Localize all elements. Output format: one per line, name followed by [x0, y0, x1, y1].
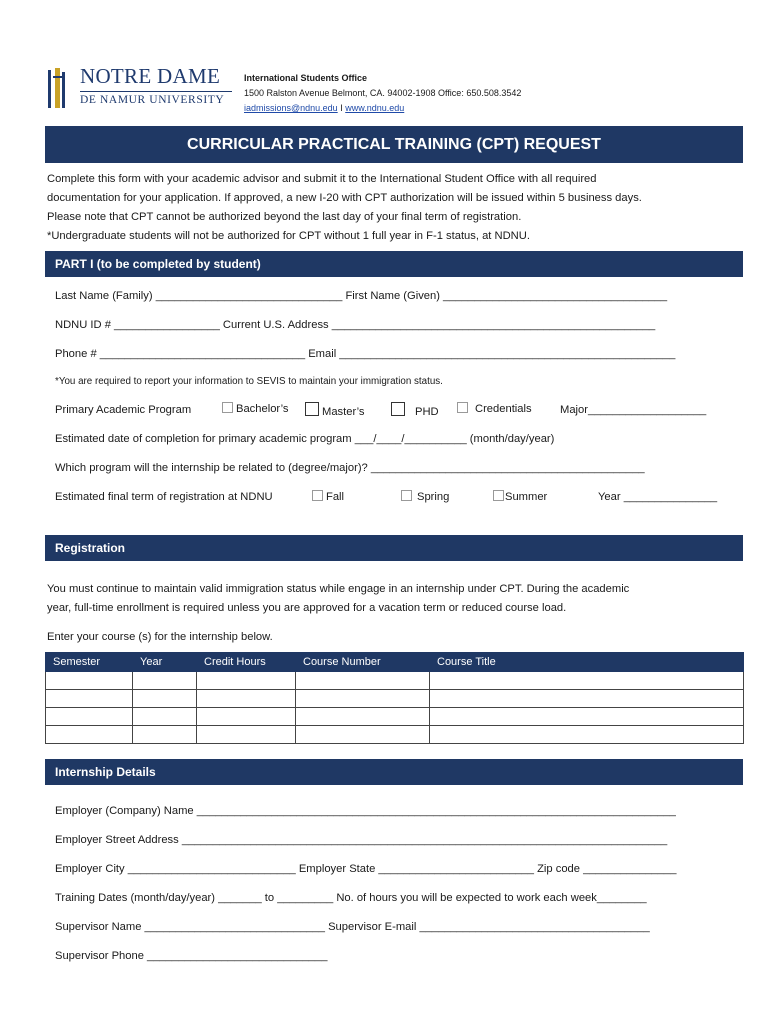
- intro-line: *Undergraduate students will not be authorized for CPT without 1 full year in F-1 status, at NDNU.: [47, 230, 530, 242]
- table-header-row: [46, 653, 744, 672]
- table-cell[interactable]: [430, 690, 744, 708]
- program-option-bachelors[interactable]: Bachelor’s: [222, 402, 288, 415]
- table-row: [46, 726, 744, 744]
- checkbox-bachelors[interactable]: [222, 402, 233, 413]
- checkbox-phd[interactable]: [391, 402, 405, 416]
- university-emblem-icon: [46, 66, 76, 110]
- university-logo: [46, 66, 226, 110]
- office-info: [244, 71, 521, 116]
- logo-line-2: DE NAMUR UNIVERSITY: [80, 94, 225, 106]
- program-option-phd[interactable]: PHD: [391, 402, 439, 418]
- checkbox-fall[interactable]: [312, 490, 323, 501]
- column-header-year: Year: [133, 653, 197, 672]
- completion-date-line[interactable]: Estimated date of completion for primary academic program ___/____/__________ (month/day/year): [55, 433, 555, 445]
- intro-line: Please note that CPT cannot be authorized beyond the last day of your final term of registration.: [47, 211, 522, 223]
- checkbox-credentials[interactable]: [457, 402, 468, 413]
- table-cell[interactable]: [133, 690, 197, 708]
- registration-text: [47, 580, 747, 618]
- email-link[interactable]: iadmissions@ndnu.edu: [244, 103, 338, 113]
- table-cell[interactable]: [197, 672, 296, 690]
- program-option-masters[interactable]: Master’s: [305, 402, 364, 418]
- table-cell[interactable]: [133, 726, 197, 744]
- table-cell[interactable]: [197, 726, 296, 744]
- link-separator: I: [337, 103, 346, 113]
- training-dates-line[interactable]: Training Dates (month/day/year) _______ to _________ No. of hours you will be expected to work each week________: [55, 892, 647, 904]
- program-label: Primary Academic Program: [55, 404, 192, 416]
- term-option-summer[interactable]: Summer: [493, 490, 547, 503]
- table-cell[interactable]: [197, 708, 296, 726]
- checkbox-spring[interactable]: [401, 490, 412, 501]
- supervisor-phone-line[interactable]: Supervisor Phone _____________________________: [55, 950, 328, 962]
- table-cell[interactable]: [46, 672, 133, 690]
- table-cell[interactable]: [133, 708, 197, 726]
- table-row: [46, 690, 744, 708]
- intro-line: Complete this form with your academic advisor and submit it to the International Student Office with all required: [47, 173, 597, 185]
- website-link[interactable]: www.ndnu.edu: [345, 103, 405, 113]
- column-header-course-title: Course Title: [430, 653, 744, 672]
- registration-line: year, full-time enrollment is required unless you are approved for a vacation term or reduced course load.: [47, 602, 567, 614]
- sevis-note: *You are required to report your information to SEVIS to maintain your immigration status.: [55, 376, 443, 387]
- related-program-line[interactable]: Which program will the internship be related to (degree/major)? ____________________________________________: [55, 462, 645, 474]
- year-field[interactable]: Year _______________: [598, 491, 718, 503]
- term-option-fall[interactable]: Fall: [312, 490, 344, 503]
- office-address: 1500 Ralston Avenue Belmont, CA. 94002-1908 Office: 650.508.3542: [244, 88, 522, 98]
- table-cell[interactable]: [46, 690, 133, 708]
- intro-text: [47, 170, 747, 246]
- enter-course-text: Enter your course (s) for the internship below.: [47, 631, 273, 643]
- term-label: Estimated final term of registration at NDNU: [55, 491, 273, 503]
- table-cell[interactable]: [296, 726, 430, 744]
- checkbox-summer[interactable]: [493, 490, 504, 501]
- table-cell[interactable]: [430, 672, 744, 690]
- table-cell[interactable]: [133, 672, 197, 690]
- table-cell[interactable]: [46, 708, 133, 726]
- term-option-spring[interactable]: Spring: [401, 490, 449, 503]
- table-cell[interactable]: [46, 726, 133, 744]
- employer-city-state-zip-line[interactable]: Employer City ___________________________ Employer State _________________________ Zip code _______________: [55, 863, 677, 875]
- table-row: [46, 708, 744, 726]
- employer-name-line[interactable]: Employer (Company) Name _____________________________________________________________________________: [55, 805, 676, 817]
- internship-header: Internship Details: [45, 759, 743, 785]
- employer-address-line[interactable]: Employer Street Address ______________________________________________________________________________: [55, 834, 668, 846]
- form-title: CURRICULAR PRACTICAL TRAINING (CPT) REQUEST: [45, 126, 743, 163]
- column-header-semester: Semester: [46, 653, 133, 672]
- logo-line-1: NOTRE DAME: [80, 64, 221, 88]
- logo-rule: [80, 91, 232, 92]
- table-cell[interactable]: [296, 672, 430, 690]
- supervisor-name-email-line[interactable]: Supervisor Name _____________________________ Supervisor E-mail _____________________________________: [55, 921, 650, 933]
- column-header-course-number: Course Number: [296, 653, 430, 672]
- office-title: International Students Office: [244, 73, 368, 83]
- table-cell[interactable]: [430, 708, 744, 726]
- table-cell[interactable]: [430, 726, 744, 744]
- column-header-credit-hours: Credit Hours: [197, 653, 296, 672]
- table-cell[interactable]: [296, 690, 430, 708]
- table-cell[interactable]: [197, 690, 296, 708]
- registration-line: You must continue to maintain valid immigration status while engage in an internship under CPT. During the academic: [47, 583, 630, 595]
- intro-line: documentation for your application. If approved, a new I-20 with CPT authorization will be issued within 5 business days.: [47, 192, 642, 204]
- registration-header: Registration: [45, 535, 743, 561]
- part1-header: PART I (to be completed by student): [45, 251, 743, 277]
- checkbox-masters[interactable]: [305, 402, 319, 416]
- id-address-line[interactable]: NDNU ID # _________________ Current U.S. Address ____________________________________________________: [55, 319, 656, 331]
- program-option-credentials[interactable]: Credentials: [457, 402, 532, 415]
- table-cell[interactable]: [296, 708, 430, 726]
- course-table: [45, 652, 744, 744]
- table-row: [46, 672, 744, 690]
- phone-email-line[interactable]: Phone # _________________________________ Email ______________________________________________________: [55, 348, 676, 360]
- major-field[interactable]: Major___________________: [560, 404, 707, 416]
- name-line[interactable]: Last Name (Family) ______________________________ First Name (Given) ____________________________________: [55, 290, 668, 302]
